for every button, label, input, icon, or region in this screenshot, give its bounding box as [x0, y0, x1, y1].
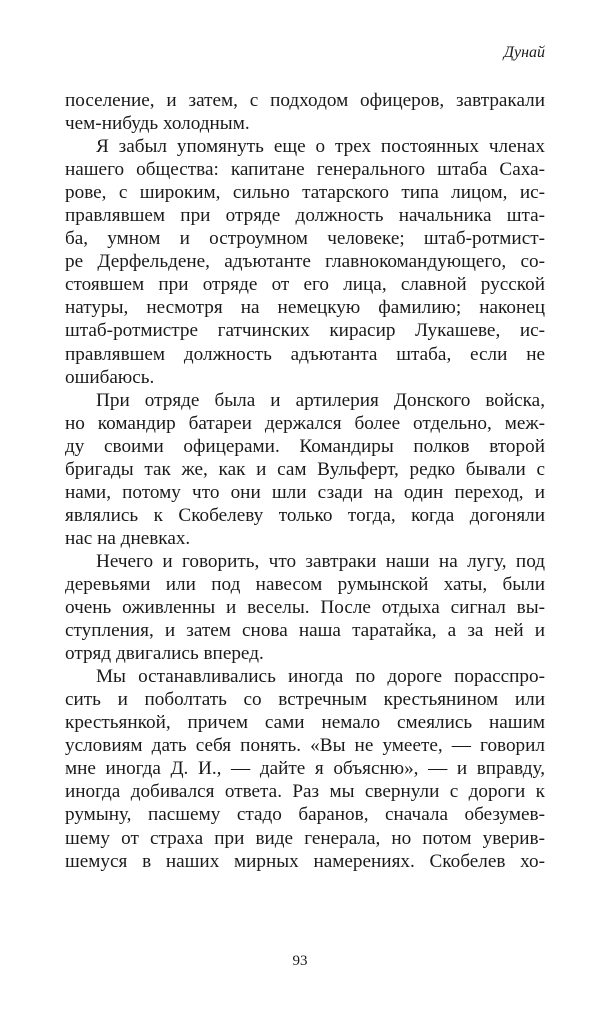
text-line: ду своими офицерами. Командиры полков второй: [65, 435, 545, 457]
text-line: бригады так же, как и сам Вульферт, редко бывали с: [65, 458, 545, 480]
text-line: ба, умном и остроумном человеке; штаб-ротмист-: [65, 228, 545, 250]
text-line: румыну, пасшему стадо баранов, сначала обезумев-: [65, 804, 545, 826]
text-line: деревьями или под навесом румынской хаты, были: [65, 573, 545, 595]
text-line: Мы останавливались иногда по дороге порасспро-: [96, 666, 545, 688]
text-line: рове, с широким, сильно татарского типа лицом, ис-: [65, 182, 545, 204]
text-line: очень оживленны и веселы. После отдыха сигнал вы-: [65, 597, 545, 619]
text-line: При отряде была и артилерия Донского войска,: [96, 389, 545, 411]
text-line: Я забыл упомянуть еще о трех постоянных членах: [96, 136, 545, 158]
text-line: штаб-ротмистре гатчинских кирасир Лукашеве, ис-: [65, 320, 545, 342]
text-line: шемуся в наших мирных намерениях. Скобелев хо-: [65, 850, 545, 872]
text-line: Нечего и говорить, что завтраки наши на лугу, под: [96, 550, 545, 572]
text-line: отряд двигались вперед.: [65, 643, 264, 665]
text-line: иногда добивался ответа. Раз мы свернули с дороги к: [65, 781, 545, 803]
text-line: правлявшем при отряде должность начальника шта-: [65, 205, 545, 227]
text-line: правлявшем должность адъютанта штаба, если не: [65, 343, 545, 365]
text-line: нас на дневках.: [65, 527, 191, 549]
body-text: [65, 89, 545, 873]
page-number: 93: [292, 953, 308, 969]
text-line: являлись к Скобелеву только тогда, когда догоняли: [65, 504, 545, 526]
text-line: но командир батареи держался более отдельно, меж-: [65, 412, 545, 434]
paragraph: [65, 665, 545, 872]
text-line: сить и поболтать со встречным крестьянином или: [65, 689, 545, 711]
text-line: крестьянкой, причем сами немало смеялись нашим: [65, 712, 545, 734]
text-line: ре Дерфельдене, адъютанте главнокомандующего, со-: [65, 251, 545, 273]
paragraph: [65, 550, 545, 665]
text-line: поселение, и затем, с подходом офицеров, завтракали: [65, 90, 545, 111]
paragraph: [65, 389, 545, 550]
text-line: мне иногда Д. И., — дайте я объясню», — и вправду,: [65, 758, 545, 780]
text-line: чем-нибудь холодным.: [65, 113, 250, 135]
text-line: ошибаюсь.: [65, 366, 155, 388]
text-line: нашего общества: капитане генерального штаба Саха-: [65, 159, 545, 181]
text-line: стоявшем при отряде от его лица, славной русской: [65, 274, 545, 296]
text-line: натуры, несмотря на немецкую фамилию; наконец: [65, 297, 545, 319]
running-head: Дунай: [503, 44, 545, 61]
paragraph: [65, 89, 545, 135]
text-line: нами, потому что они шли сзади на один переход, и: [65, 481, 545, 503]
text-line: условиям дать себя понять. «Вы не умеете, — говорил: [65, 735, 545, 757]
text-line: шему от страха при виде генерала, но потом уверив-: [65, 827, 545, 849]
paragraph: [65, 135, 545, 389]
text-line: ступления, и затем снова наша таратайка, а за ней и: [65, 620, 545, 642]
